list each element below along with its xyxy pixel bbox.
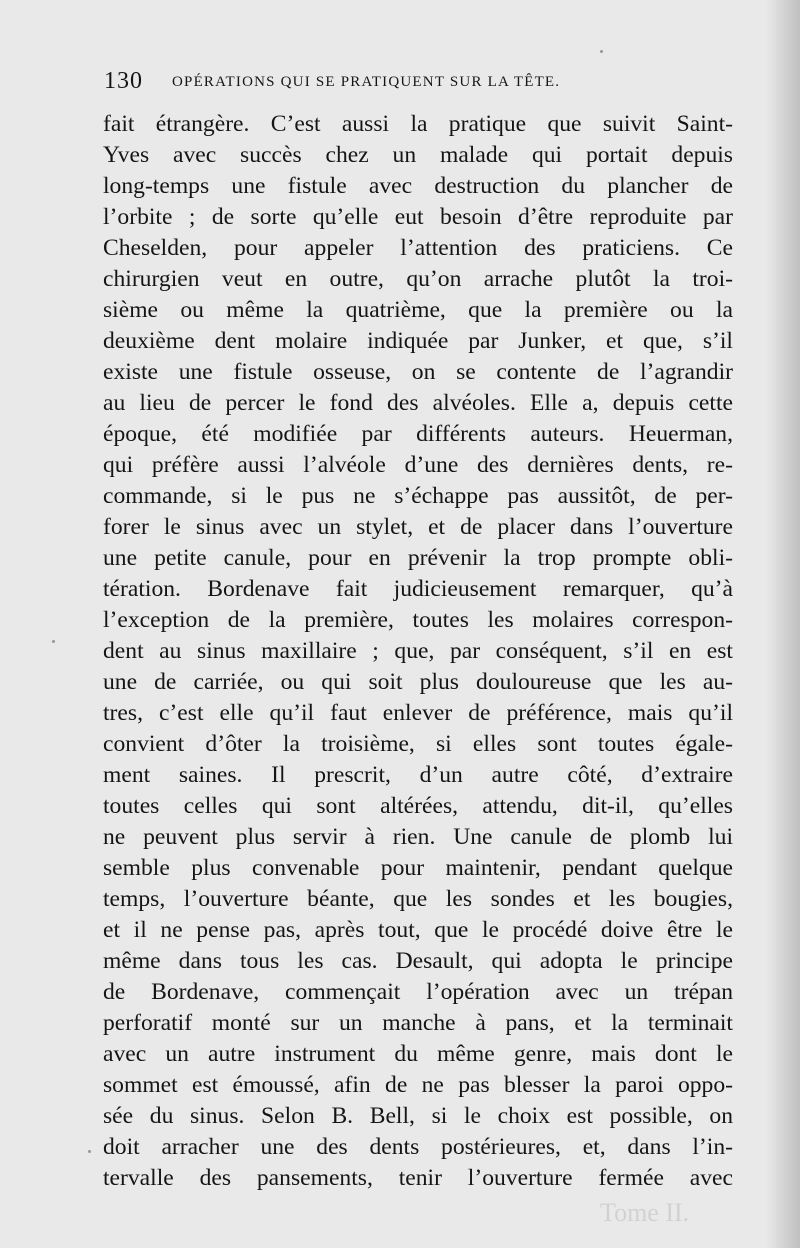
page-header bbox=[104, 68, 704, 104]
text-line: au lieu de percer le fond des alvéoles. Elle a, depuis cette bbox=[103, 390, 733, 416]
text-line: tres, c’est elle qu’il faut enlever de préférence, mais qu’il bbox=[103, 700, 733, 726]
text-line: une petite canule, pour en prévenir la trop prompte obli- bbox=[103, 545, 733, 571]
text-line: existe une fistule osseuse, on se contente de l’agrandir bbox=[103, 359, 733, 385]
text-line: chirurgien veut en outre, qu’on arrache plutôt la troi- bbox=[103, 266, 733, 292]
text-line: deuxième dent molaire indiquée par Junker, et que, s’il bbox=[103, 328, 733, 354]
text-line: doit arracher une des dents postérieures, et, dans l’in- bbox=[103, 1134, 733, 1160]
text-line: perforatif monté sur un manche à pans, et la terminait bbox=[103, 1010, 733, 1036]
text-line: et il ne pense pas, après tout, que le procédé doive être le bbox=[103, 917, 733, 943]
running-head: OPÉRATIONS QUI SE PRATIQUENT SUR LA TÊTE. bbox=[172, 74, 561, 90]
text-line: forer le sinus avec un stylet, et de placer dans l’ouverture bbox=[103, 514, 733, 540]
text-line: l’orbite ; de sorte qu’elle eut besoin d’être reproduite par bbox=[103, 204, 733, 230]
text-line: ne peuvent plus servir à rien. Une canule de plomb lui bbox=[103, 824, 733, 850]
text-line: l’exception de la première, toutes les molaires correspon- bbox=[103, 607, 733, 633]
text-line: qui préfère aussi l’alvéole d’une des dernières dents, re- bbox=[103, 452, 733, 478]
text-line: tération. Bordenave fait judicieusement remarquer, qu’à bbox=[103, 576, 733, 602]
page-number: 130 bbox=[104, 68, 143, 94]
text-line: ment saines. Il prescrit, d’un autre côté, d’extraire bbox=[103, 762, 733, 788]
text-line: sommet est émoussé, afin de ne pas blesser la paroi oppo- bbox=[103, 1072, 733, 1098]
page-gutter-shadow bbox=[766, 0, 800, 1248]
text-line: époque, été modifiée par différents auteurs. Heuerman, bbox=[103, 421, 733, 447]
ink-speck bbox=[88, 1150, 91, 1153]
text-line: même dans tous les cas. Desault, qui adopta le principe bbox=[103, 948, 733, 974]
text-line: sée du sinus. Selon B. Bell, si le choix est possible, on bbox=[103, 1103, 733, 1129]
text-line: convient d’ôter la troisième, si elles sont toutes égale- bbox=[103, 731, 733, 757]
text-line: long-temps une fistule avec destruction du plancher de bbox=[103, 173, 733, 199]
text-line: sième ou même la quatrième, que la première ou la bbox=[103, 297, 733, 323]
text-line: commande, si le pus ne s’échappe pas aussitôt, de per- bbox=[103, 483, 733, 509]
text-line: Yves avec succès chez un malade qui portait depuis bbox=[103, 142, 733, 168]
show-through-text: Tome II. bbox=[600, 1198, 690, 1227]
text-line: Cheselden, pour appeler l’attention des praticiens. Ce bbox=[103, 235, 733, 261]
ink-speck bbox=[600, 50, 603, 53]
text-line: tervalle des pansements, tenir l’ouverture fermée avec bbox=[103, 1165, 733, 1191]
text-line: une de carriée, ou qui soit plus douloureuse que les au- bbox=[103, 669, 733, 695]
text-line: de Bordenave, commençait l’opération avec un trépan bbox=[103, 979, 733, 1005]
text-line: semble plus convenable pour maintenir, pendant quelque bbox=[103, 855, 733, 881]
text-line: dent au sinus maxillaire ; que, par conséquent, s’il en est bbox=[103, 638, 733, 664]
text-line: fait étrangère. C’est aussi la pratique que suivit Saint- bbox=[103, 111, 733, 137]
text-line: temps, l’ouverture béante, que les sondes et les bougies, bbox=[103, 886, 733, 912]
text-line: avec un autre instrument du même genre, mais dont le bbox=[103, 1041, 733, 1067]
body-text bbox=[103, 109, 733, 1194]
text-line: toutes celles qui sont altérées, attendu, dit-il, qu’elles bbox=[103, 793, 733, 819]
ink-speck bbox=[52, 640, 55, 643]
